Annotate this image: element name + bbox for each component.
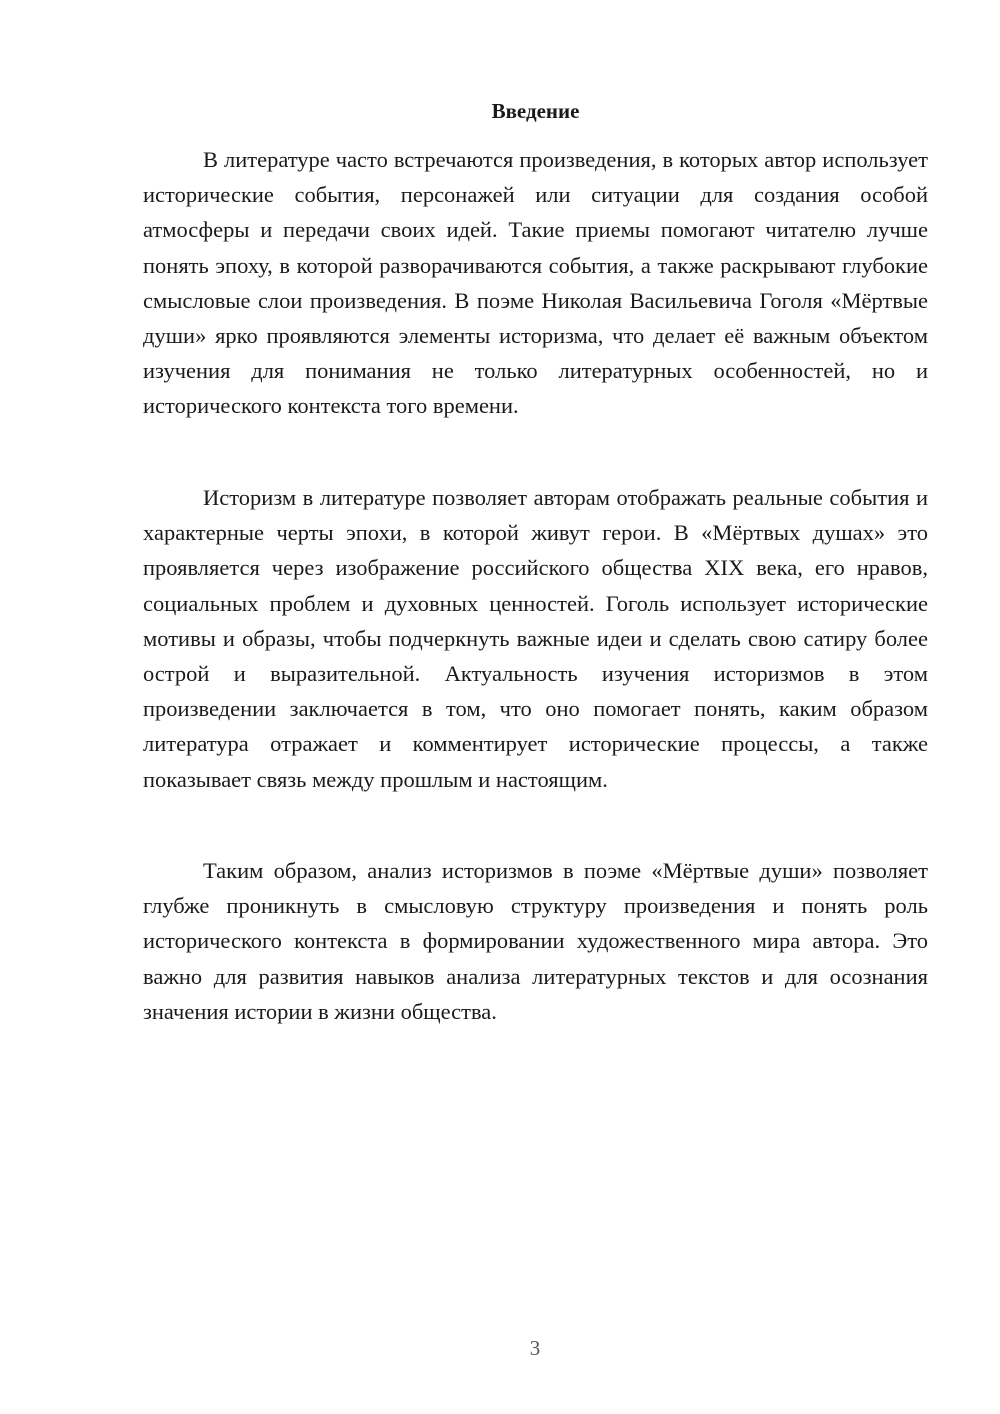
paragraph-3: Таким образом, анализ историзмов в поэме «Мёртвые души» позволяет глубже проникнуть в смысловую структуру произведения и понять роль исторического контекста в формировании художественного мира автора. Это важно для развития навыков анализа литературных текстов и для осознания значения истории в жизни общества. xyxy=(143,858,928,1024)
page-number: 3 xyxy=(529,1336,541,1360)
paragraph-1: В литературе часто встречаются произведения, в которых автор использует исторические события, персонажей или ситуации для создания особой атмосферы и передачи своих идей. Такие приемы помогают читателю лучше понять эпоху, в которой разворачиваются события, а также раскрывают глубокие смысловые слои произведения. В поэме Николая Васильевича Гоголя «Мёртвые души» ярко проявляются элементы историзма, что делает её важным объектом изучения для понимания не только литературных особенностей, но и исторического контекста того времени. xyxy=(143,147,928,419)
section-title: Введение xyxy=(491,99,580,123)
paragraph-2: Историзм в литературе позволяет авторам отображать реальные события и характерные черты эпохи, в которой живут герои. В «Мёртвых душах» это проявляется через изображение российского общества XIX века, его нравов, социальных проблем и духовных ценностей. Гоголь использует исторические мотивы и образы, чтобы подчеркнуть важные идеи и сделать свою сатиру более острой и выразительной. Актуальность изучения историзмов в этом произведении заключается в том, что оно помогает понять, каким образом литература отражает и комментирует исторические процессы, а также показывает связь между прошлым и настоящим. xyxy=(143,485,928,792)
